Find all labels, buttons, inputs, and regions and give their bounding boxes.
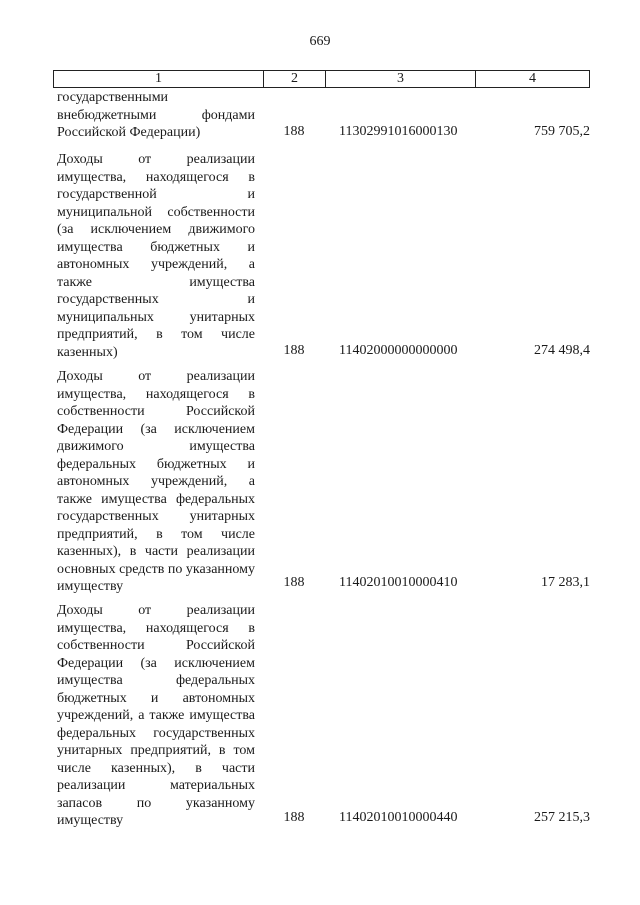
- column-header-2: 2: [264, 71, 326, 87]
- table-row: [57, 151, 590, 361]
- row-admin-code: 188: [283, 810, 305, 825]
- row-classification-code: 11402000000000000: [339, 343, 458, 358]
- row-admin-code: 188: [283, 343, 305, 358]
- row-amount: 759 705,2: [534, 124, 590, 139]
- row-description: Доходы от реализации имущества, находящегося в собственности Российской Федерации (за исключением имущества федеральных бюджетных и автономных учреждений, а также имущества федеральных государственных унитарных предприятий, в том числе казенных), в части реализации материальных запасов по указанному имуществу: [57, 603, 255, 828]
- table-row: [57, 602, 590, 832]
- column-header-1: 1: [54, 71, 264, 87]
- column-header-3: 3: [326, 71, 476, 87]
- row-description: государственными внебюджетными фондами Российской Федерации): [57, 90, 255, 140]
- row-amount: 257 215,3: [534, 810, 590, 825]
- row-admin-code: 188: [283, 124, 305, 139]
- table-row: [57, 89, 590, 143]
- column-header-4: 4: [529, 71, 536, 86]
- row-description: Доходы от реализации имущества, находящегося в собственности Российской Федерации (за исключением движимого имущества федеральных бюджетных и автономных учреждений, а также имущества федеральных государственных унитарных предприятий, в том числе казенных), в части реализации основных средств по указанному имуществу: [57, 369, 255, 594]
- row-admin-code: 188: [283, 575, 305, 590]
- table-header-row: [53, 70, 590, 88]
- row-classification-code: 11302991016000130: [339, 124, 458, 139]
- row-classification-code: 11402010010000410: [339, 575, 458, 590]
- row-description: Доходы от реализации имущества, находящегося в государственной и муниципальной собственности (за исключением движимого имущества бюджетных и автономных учреждений, а также имущества государственных и муниципальных унитарных предприятий, в том числе казенных): [57, 152, 255, 360]
- row-amount: 274 498,4: [534, 343, 590, 358]
- page-number: 669: [309, 34, 331, 49]
- table-row: [57, 368, 590, 593]
- row-classification-code: 11402010010000440: [339, 810, 458, 825]
- row-amount: 17 283,1: [541, 575, 590, 590]
